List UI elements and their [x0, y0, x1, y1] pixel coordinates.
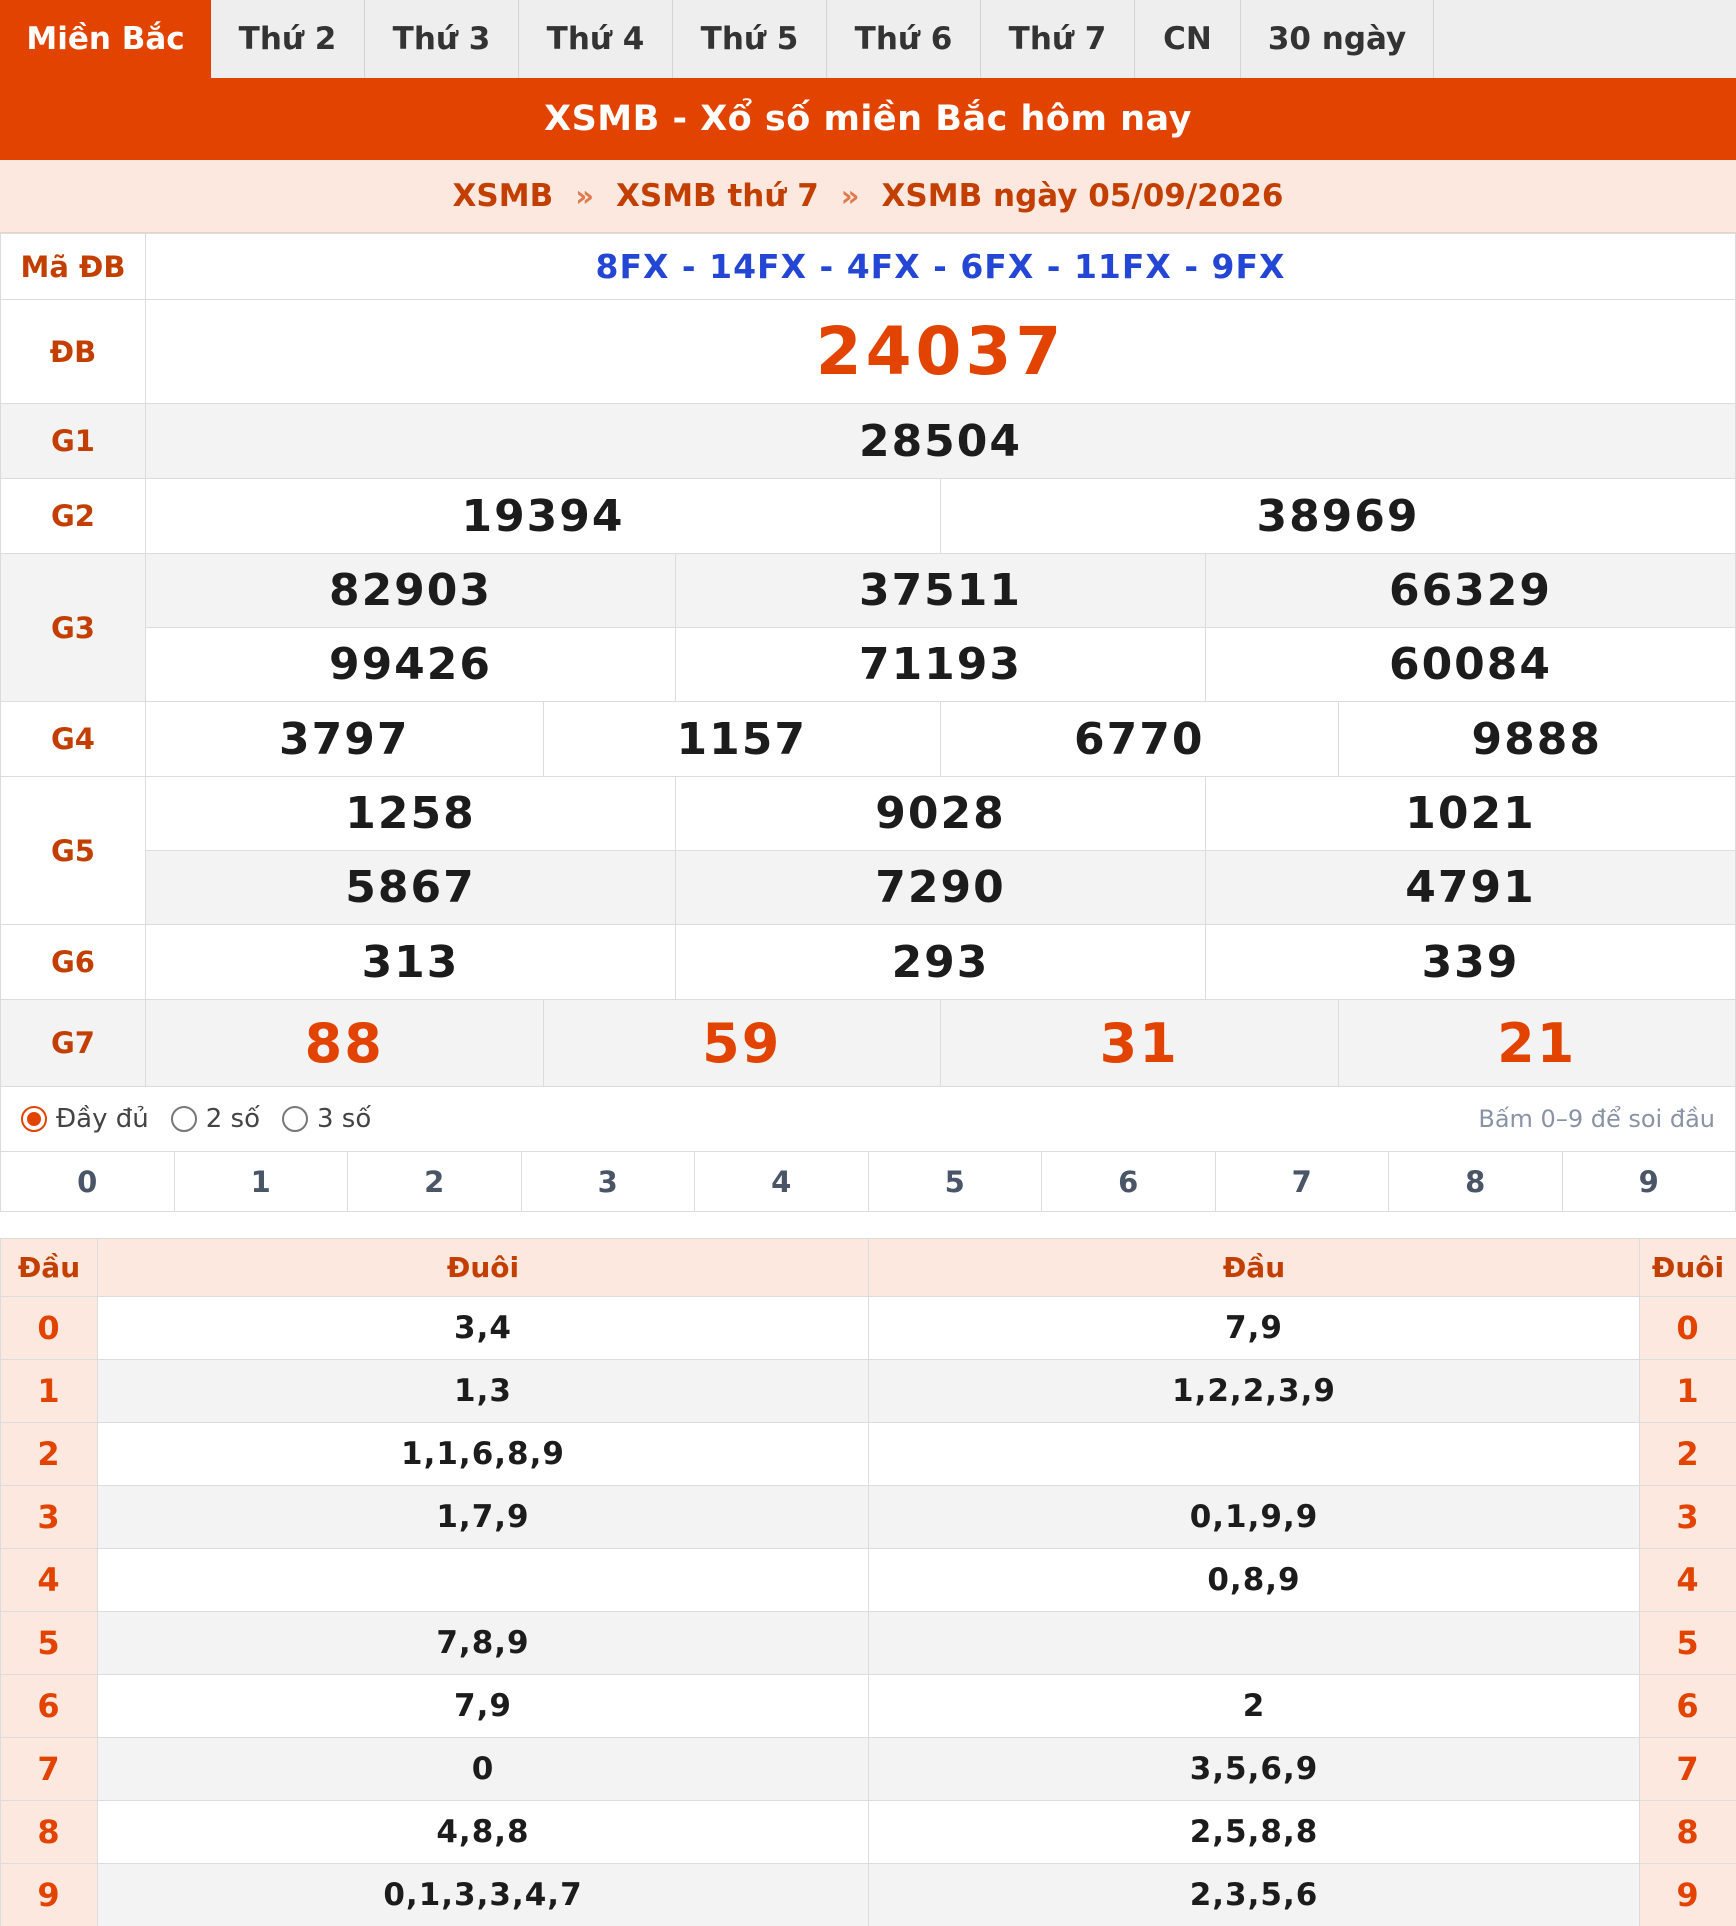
loto-row	[1, 1612, 1736, 1675]
loto-tails: 4,8,8	[98, 1801, 869, 1864]
loto-tails: 1,1,6,8,9	[98, 1423, 869, 1486]
loto-heads: 0,8,9	[869, 1549, 1640, 1612]
breadcrumb-link-xsmb-thu-7[interactable]: XSMB thứ 7	[615, 178, 819, 214]
loto-header-duoi: Đuôi	[1640, 1239, 1736, 1297]
g3-number: 66329	[1206, 554, 1736, 628]
g3-number: 60084	[1206, 628, 1736, 702]
loto-heads: 2,3,5,6	[869, 1864, 1640, 1926]
g5-label: G5	[1, 777, 146, 925]
g5-number: 5867	[146, 851, 676, 925]
g3-number: 82903	[146, 554, 676, 628]
g2-number: 19394	[146, 479, 941, 554]
tab-30-ngay[interactable]: 30 ngày	[1241, 0, 1434, 78]
g6-row	[1, 925, 1736, 1000]
digit-button[interactable]: 1	[175, 1152, 349, 1211]
breadcrumb-link-xsmb[interactable]: XSMB	[452, 178, 554, 214]
tab-thu-4[interactable]: Thứ 4	[519, 0, 673, 78]
g7-number: 88	[146, 1000, 544, 1087]
loto-heads: 3,5,6,9	[869, 1738, 1640, 1801]
g5-number: 1258	[146, 777, 676, 851]
g4-number: 3797	[146, 702, 544, 777]
loto-heads	[869, 1612, 1640, 1675]
digit-button[interactable]: 6	[1042, 1152, 1216, 1211]
digit-button[interactable]: 2	[348, 1152, 522, 1211]
option-full[interactable]	[21, 1104, 149, 1134]
loto-head-digit: 2	[1, 1423, 98, 1486]
radio-icon[interactable]	[171, 1106, 197, 1132]
loto-row	[1, 1297, 1736, 1360]
loto-head-digit: 5	[1, 1612, 98, 1675]
loto-head-digit: 8	[1, 1801, 98, 1864]
db-label: ĐB	[1, 300, 146, 404]
page-title: XSMB - Xổ số miền Bắc hôm nay	[0, 78, 1736, 160]
loto-row	[1, 1675, 1736, 1738]
tab-thu-2[interactable]: Thứ 2	[211, 0, 365, 78]
loto-tail-digit: 3	[1640, 1486, 1736, 1549]
g1-row	[1, 404, 1736, 479]
g3-number: 99426	[146, 628, 676, 702]
loto-heads: 2,5,8,8	[869, 1801, 1640, 1864]
digit-button[interactable]: 3	[522, 1152, 696, 1211]
loto-heads	[869, 1423, 1640, 1486]
option-full-label: Đầy đủ	[56, 1104, 149, 1134]
g4-number: 9888	[1338, 702, 1736, 777]
breadcrumb-separator-icon: »	[575, 179, 594, 213]
loto-tail-digit: 2	[1640, 1423, 1736, 1486]
madb-label: Mã ĐB	[1, 234, 146, 300]
g5-row	[1, 777, 1736, 851]
loto-tails: 0	[98, 1738, 869, 1801]
g6-number: 339	[1206, 925, 1736, 1000]
tab-thu-7[interactable]: Thứ 7	[981, 0, 1135, 78]
g2-number: 38969	[941, 479, 1736, 554]
loto-row	[1, 1738, 1736, 1801]
g7-label: G7	[1, 1000, 146, 1087]
loto-head-digit: 3	[1, 1486, 98, 1549]
g7-number: 31	[941, 1000, 1339, 1087]
g3-row	[1, 554, 1736, 628]
loto-header-dau: Đầu	[869, 1239, 1640, 1297]
loto-tails: 1,7,9	[98, 1486, 869, 1549]
loto-tail-digit: 5	[1640, 1612, 1736, 1675]
results-table	[0, 233, 1736, 1087]
loto-head-digit: 9	[1, 1864, 98, 1926]
g6-number: 293	[676, 925, 1206, 1000]
loto-heads: 2	[869, 1675, 1640, 1738]
option-2-digits-label: 2 số	[205, 1104, 260, 1134]
loto-tails: 1,3	[98, 1360, 869, 1423]
breadcrumb-link-date[interactable]: XSMB ngày 05/09/2026	[881, 178, 1284, 214]
g6-label: G6	[1, 925, 146, 1000]
g3-number: 37511	[676, 554, 1206, 628]
g5-number: 4791	[1206, 851, 1736, 925]
loto-head-digit: 0	[1, 1297, 98, 1360]
tab-cn[interactable]: CN	[1135, 0, 1241, 78]
madb-row	[1, 234, 1736, 300]
loto-head-digit: 4	[1, 1549, 98, 1612]
loto-tail-digit: 6	[1640, 1675, 1736, 1738]
breadcrumb	[0, 160, 1736, 233]
g4-label: G4	[1, 702, 146, 777]
g4-number: 1157	[543, 702, 941, 777]
g1-number: 28504	[146, 404, 1736, 479]
digit-button[interactable]: 8	[1389, 1152, 1563, 1211]
g5-number: 7290	[676, 851, 1206, 925]
loto-header-row	[1, 1239, 1736, 1297]
g7-number: 21	[1338, 1000, 1736, 1087]
spacer	[0, 1212, 1736, 1238]
digit-button[interactable]: 0	[1, 1152, 175, 1211]
g4-number: 6770	[941, 702, 1339, 777]
g5-number: 9028	[676, 777, 1206, 851]
db-number: 24037	[146, 300, 1736, 404]
g4-row	[1, 702, 1736, 777]
loto-tail-digit: 7	[1640, 1738, 1736, 1801]
loto-row	[1, 1864, 1736, 1926]
loto-tails: 0,1,3,3,4,7	[98, 1864, 869, 1926]
loto-head-digit: 1	[1, 1360, 98, 1423]
tab-thu-5[interactable]: Thứ 5	[673, 0, 827, 78]
option-3-digits-label: 3 số	[316, 1104, 372, 1134]
tab-thu-6[interactable]: Thứ 6	[827, 0, 981, 78]
option-2-digits[interactable]	[171, 1104, 260, 1134]
g3-number: 71193	[676, 628, 1206, 702]
loto-tails	[98, 1549, 869, 1612]
madb-codes: 8FX - 14FX - 4FX - 6FX - 11FX - 9FX	[146, 234, 1736, 300]
loto-row	[1, 1423, 1736, 1486]
g5-number: 1021	[1206, 777, 1736, 851]
digit-buttons	[0, 1151, 1736, 1212]
g7-number: 59	[543, 1000, 941, 1087]
option-3-digits[interactable]	[282, 1104, 371, 1134]
loto-tail-digit: 8	[1640, 1801, 1736, 1864]
loto-tails: 7,8,9	[98, 1612, 869, 1675]
loto-tail-digit: 4	[1640, 1549, 1736, 1612]
digit-hint: Bấm 0–9 để soi đầu	[1478, 1105, 1715, 1133]
loto-tails: 3,4	[98, 1297, 869, 1360]
loto-row	[1, 1549, 1736, 1612]
loto-tail-digit: 0	[1640, 1297, 1736, 1360]
loto-tail-digit: 1	[1640, 1360, 1736, 1423]
tab-mien-bac[interactable]: Miền Bắc	[0, 0, 211, 78]
breadcrumb-separator-icon: »	[840, 179, 860, 213]
g7-row	[1, 1000, 1736, 1087]
digit-button[interactable]: 5	[869, 1152, 1043, 1211]
g5-row	[1, 851, 1736, 925]
db-row	[1, 300, 1736, 404]
loto-tails: 7,9	[98, 1675, 869, 1738]
loto-head-digit: 7	[1, 1738, 98, 1801]
loto-heads: 7,9	[869, 1297, 1640, 1360]
loto-row	[1, 1360, 1736, 1423]
digit-button[interactable]: 9	[1638, 1164, 1659, 1199]
loto-header-dau: Đầu	[1, 1239, 98, 1297]
day-tabs	[0, 0, 1736, 78]
g2-row	[1, 479, 1736, 554]
tab-thu-3[interactable]: Thứ 3	[365, 0, 519, 78]
loto-header-duoi: Đuôi	[98, 1239, 869, 1297]
g1-label: G1	[1, 404, 146, 479]
g6-number: 313	[146, 925, 676, 1000]
tabs-filler	[1434, 0, 1736, 78]
digit-button[interactable]: 4	[695, 1152, 869, 1211]
g2-label: G2	[1, 479, 146, 554]
radio-selected-icon[interactable]	[21, 1106, 47, 1132]
display-options	[0, 1087, 1736, 1151]
loto-head-digit: 6	[1, 1675, 98, 1738]
g3-row	[1, 628, 1736, 702]
g3-label: G3	[1, 554, 146, 702]
radio-icon[interactable]	[282, 1106, 308, 1132]
loto-heads: 0,1,9,9	[869, 1486, 1640, 1549]
loto-row	[1, 1486, 1736, 1549]
digit-button[interactable]: 7	[1216, 1152, 1390, 1211]
loto-heads: 1,2,2,3,9	[869, 1360, 1640, 1423]
loto-tail-digit: 9	[1640, 1864, 1736, 1926]
loto-table	[0, 1238, 1736, 1926]
loto-row	[1, 1801, 1736, 1864]
